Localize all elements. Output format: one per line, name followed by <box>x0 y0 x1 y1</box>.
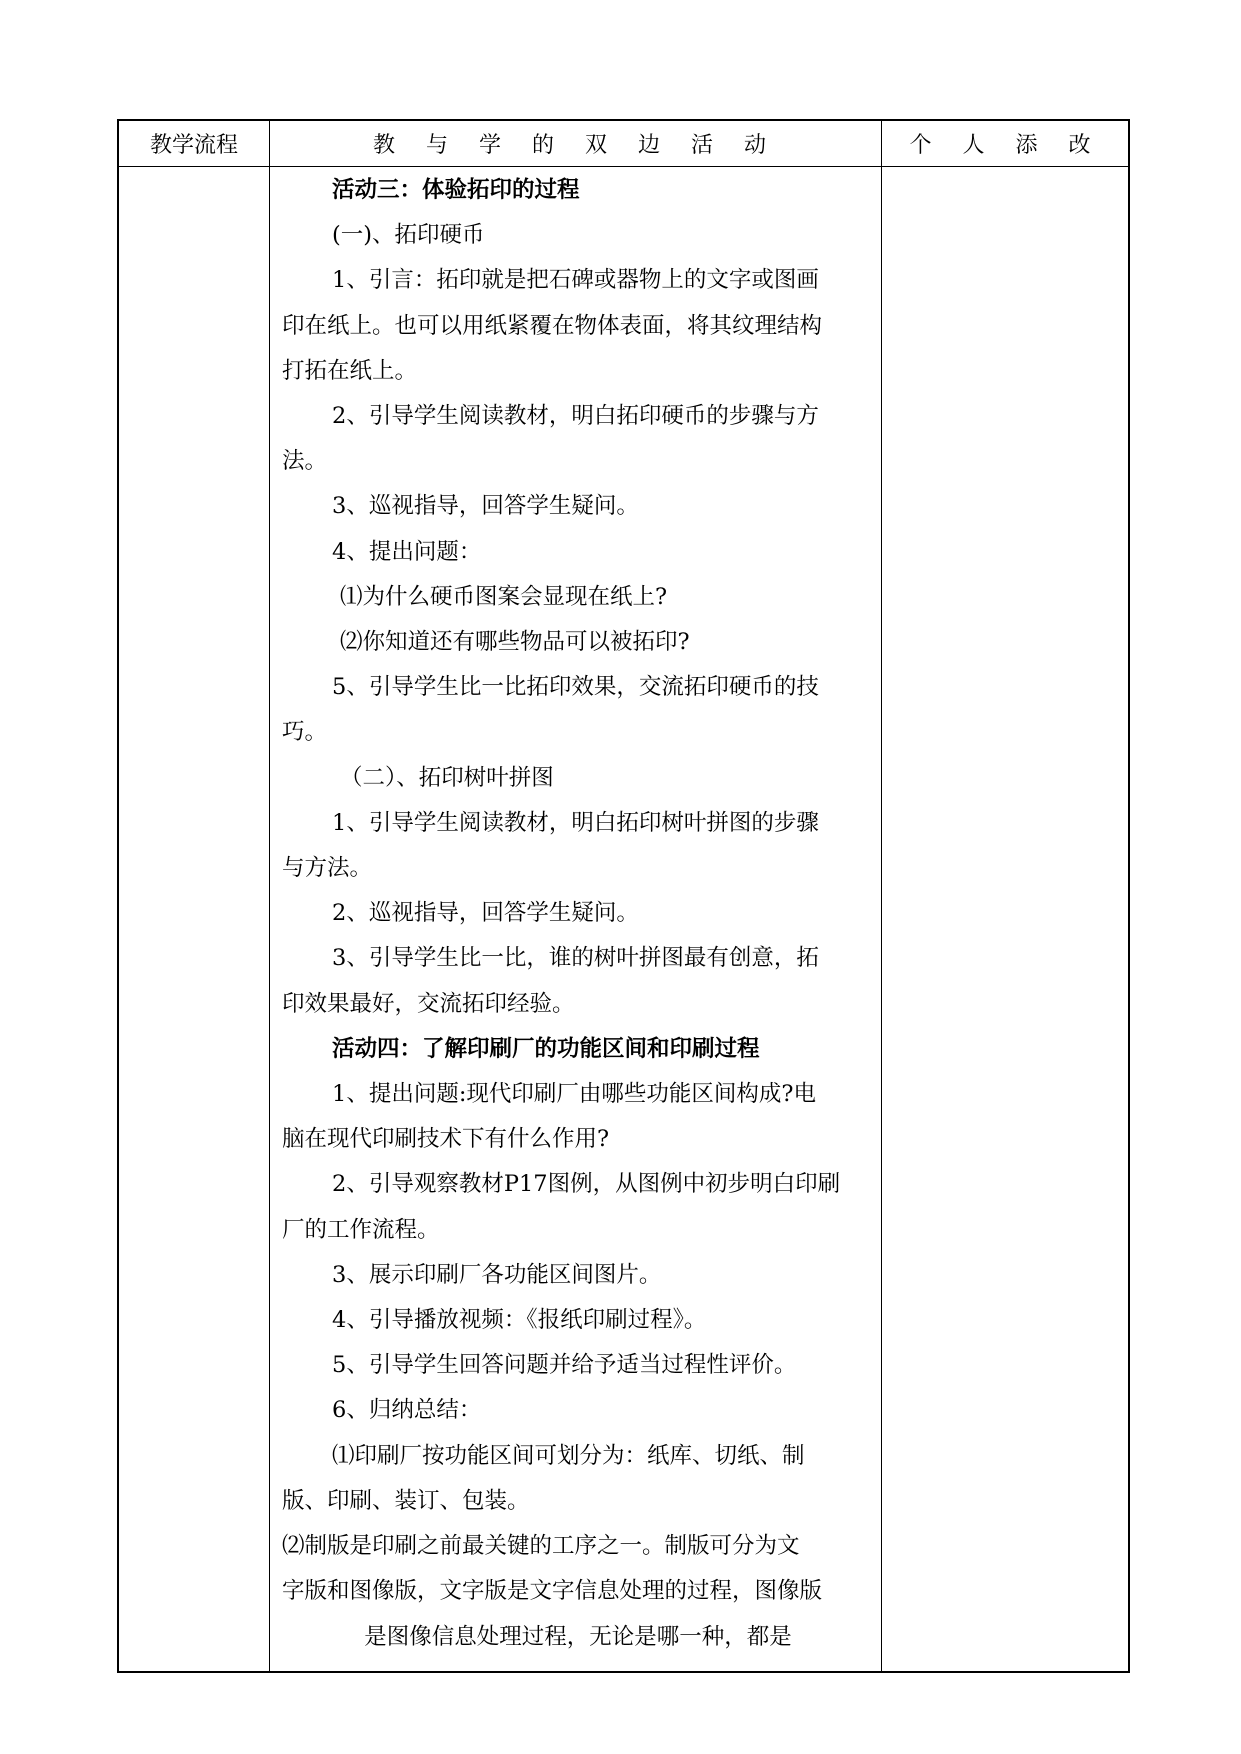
text-line: 4、提出问题： <box>332 538 482 565</box>
text-line: 5、引导学生比一比拓印效果，交流拓印硬币的技 <box>332 674 819 701</box>
text-line: 1、提出问题:现代印刷厂由哪些功能区间构成?电 <box>332 1081 816 1108</box>
text-line: 版、印刷、装订、包装。 <box>282 1487 530 1514</box>
text-line: 是图像信息处理过程，无论是哪一种，都是 <box>364 1623 792 1650</box>
text-line: 6、归纳总结： <box>332 1397 482 1424</box>
column-divider <box>881 121 882 1671</box>
text-line: 3、引导学生比一比，谁的树叶拼图最有创意，拓 <box>332 945 819 972</box>
header-teaching-process: 教学流程 <box>149 133 238 158</box>
header-teaching-activities: 教 与 学 的 双 边 活 动 <box>373 133 778 158</box>
text-line: 5、引导学生回答问题并给予适当过程性评价。 <box>332 1352 797 1379</box>
text-line: 厂的工作流程。 <box>282 1216 440 1243</box>
column-divider <box>269 121 270 1671</box>
section-heading: （二）、拓印树叶拼图 <box>340 764 554 791</box>
header-divider <box>119 166 1128 167</box>
activity-heading: 活动四：了解印刷厂的功能区间和印刷过程 <box>332 1035 760 1062</box>
text-line: 打拓在纸上。 <box>282 357 418 384</box>
text-line: 2、引导观察教材P17图例，从图例中初步明白印刷 <box>332 1171 841 1198</box>
text-line: 2、引导学生阅读教材，明白拓印硬币的步骤与方 <box>332 403 819 430</box>
text-line: 脑在现代印刷技术下有什么作用? <box>282 1126 610 1153</box>
text-line: 法。 <box>282 448 328 475</box>
question-item: ⑴为什么硬币图案会显现在纸上? <box>340 583 668 610</box>
text-line: 4、引导播放视频：《报纸印刷过程》。 <box>332 1307 707 1334</box>
text-line: 3、展示印刷厂各功能区间图片。 <box>332 1261 662 1288</box>
summary-item: ⑵制版是印刷之前最关键的工序之一。制版可分为文 <box>282 1533 800 1560</box>
text-line: 3、巡视指导，回答学生疑问。 <box>332 493 639 520</box>
text-line: 1、引言：拓印就是把石碑或器物上的文字或图画 <box>332 267 819 294</box>
text-line: 与方法。 <box>282 855 373 882</box>
text-line: 印在纸上。也可以用纸紧覆在物体表面，将其纹理结构 <box>282 312 823 339</box>
header-personal-notes: 个 人 添 改 <box>909 133 1103 158</box>
summary-item: ⑴印刷厂按功能区间可划分为：纸库、切纸、制 <box>332 1442 805 1469</box>
text-line: 字版和图像版，文字版是文字信息处理的过程，图像版 <box>282 1578 823 1605</box>
text-line: 巧。 <box>282 719 328 746</box>
text-line: 2、巡视指导，回答学生疑问。 <box>332 900 639 927</box>
lesson-table <box>117 119 1130 1673</box>
text-line: 印效果最好，交流拓印经验。 <box>282 990 575 1017</box>
activities-content <box>282 168 874 1660</box>
question-item: ⑵你知道还有哪些物品可以被拓印? <box>340 629 690 656</box>
text-line: 1、引导学生阅读教材，明白拓印树叶拼图的步骤 <box>332 809 819 836</box>
activity-heading: 活动三：体验拓印的过程 <box>332 177 580 203</box>
section-heading: (一)、拓印硬币 <box>332 222 485 249</box>
